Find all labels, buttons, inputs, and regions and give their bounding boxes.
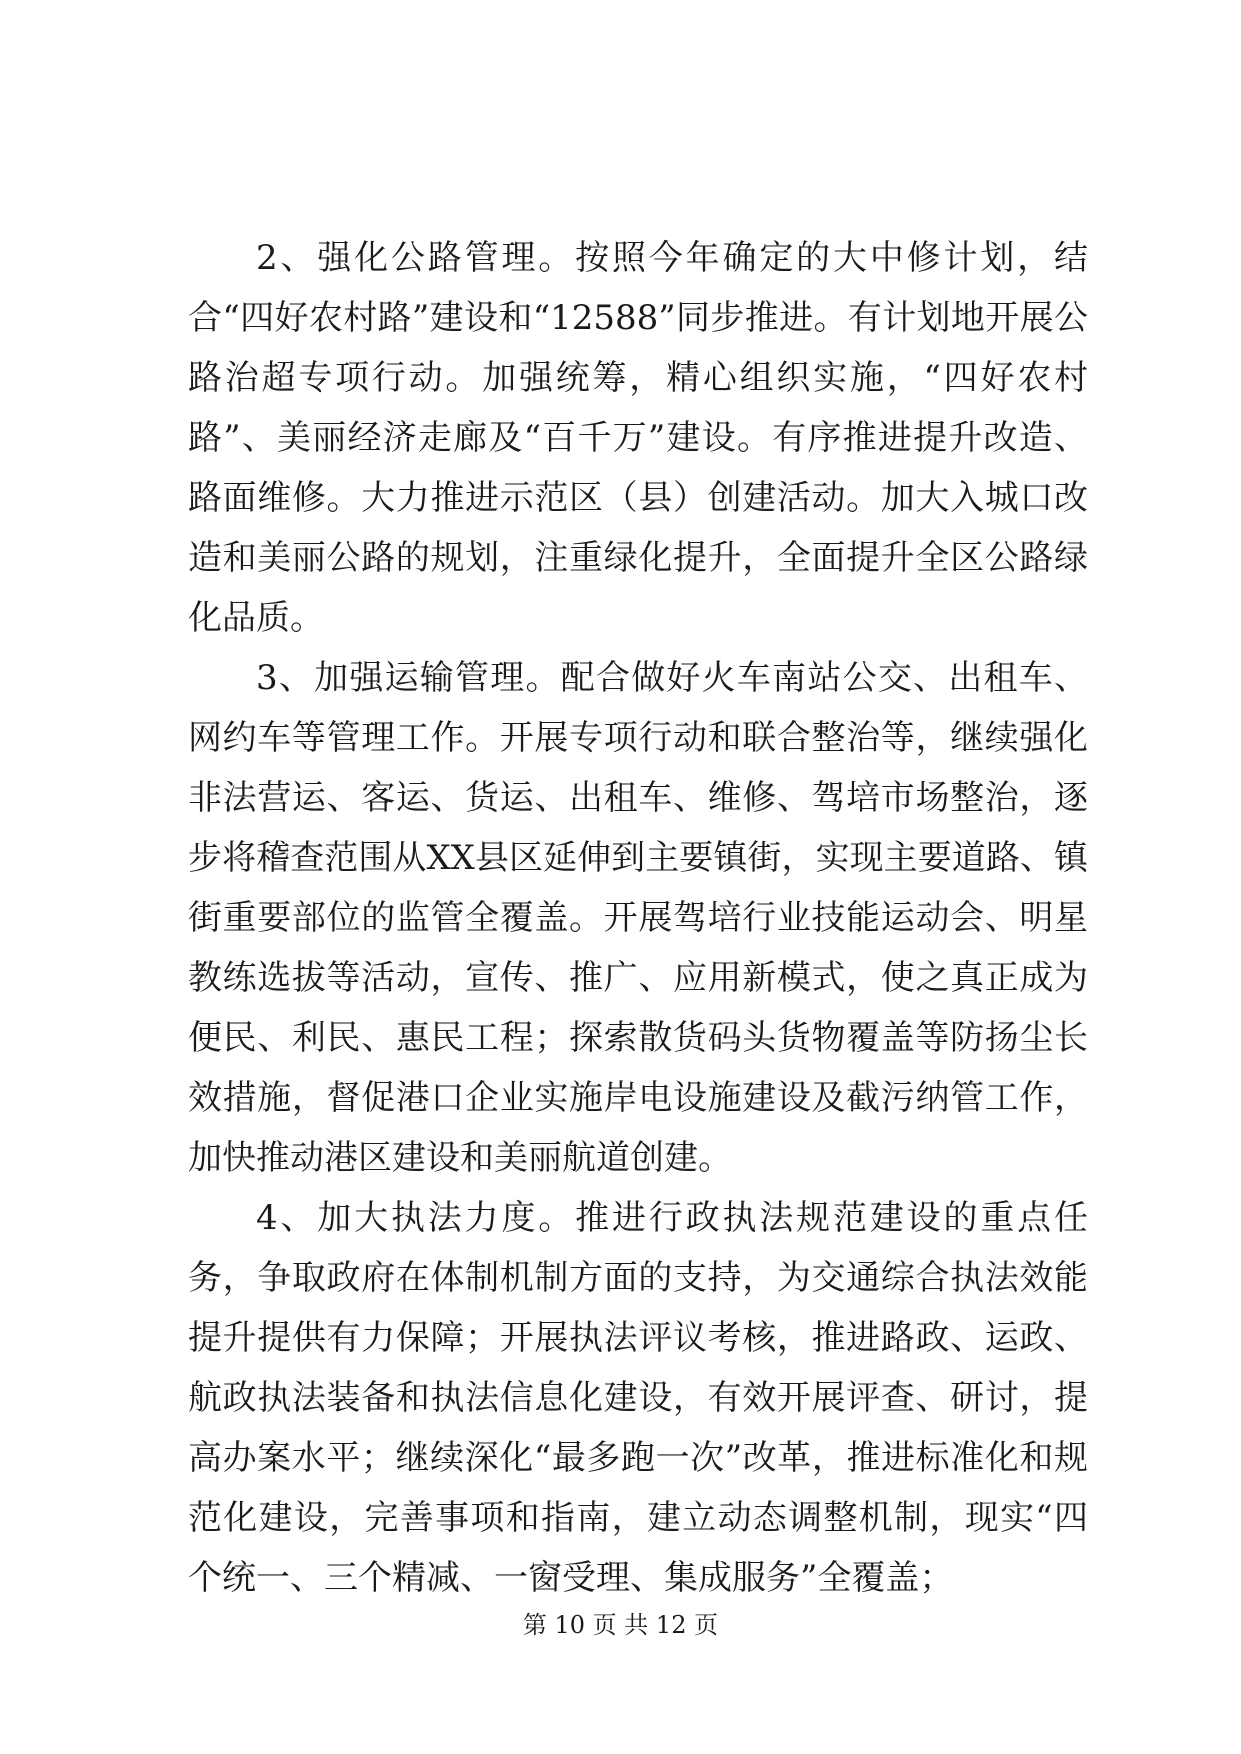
page-number-footer: 第 10 页 共 12 页 bbox=[522, 1611, 719, 1639]
paragraph-transport-management: 3、加强运输管理。配合做好火车南站公交、出租车、网约车等管理工作。开展专项行动和联合整治等，继续强化非法营运、客运、货运、出租车、维修、驾培市场整治，逐步将稽查范围从XX县区延伸到主要镇街，实现主要道路、镇街重要部位的监管全覆盖。开展驾培行业技能运动会、明星教练选拔等活动，宣传、推广、应用新模式，使之真正成为便民、利民、惠民工程；探索散货码头货物覆盖等防扬尘长效措施，督促港口企业实施岸电设施建设及截污纳管工作，加快推动港区建设和美丽航道创建。 bbox=[188, 658, 1088, 1178]
document-body bbox=[188, 228, 1088, 1608]
paragraph-road-management: 2、强化公路管理。按照今年确定的大中修计划，结合“四好农村路”建设和“12588”同步推进。有计划地开展公路治超专项行动。加强统筹，精心组织实施，“四好农村路”、美丽经济走廊及“百千万”建设。有序推进提升改造、路面维修。大力推进示范区（县）创建活动。加大入城口改造和美丽公路的规划，注重绿化提升，全面提升全区公路绿化品质。 bbox=[188, 238, 1088, 638]
paragraph-law-enforcement: 4、加大执法力度。推进行政执法规范建设的重点任务，争取政府在体制机制方面的支持，为交通综合执法效能提升提供有力保障；开展执法评议考核，推进路政、运政、航政执法装备和执法信息化建设，有效开展评查、研讨，提高办案水平；继续深化“最多跑一次”改革，推进标准化和规范化建设，完善事项和指南，建立动态调整机制，现实“四个统一、三个精减、一窗受理、集成服务”全覆盖； bbox=[188, 1198, 1088, 1598]
